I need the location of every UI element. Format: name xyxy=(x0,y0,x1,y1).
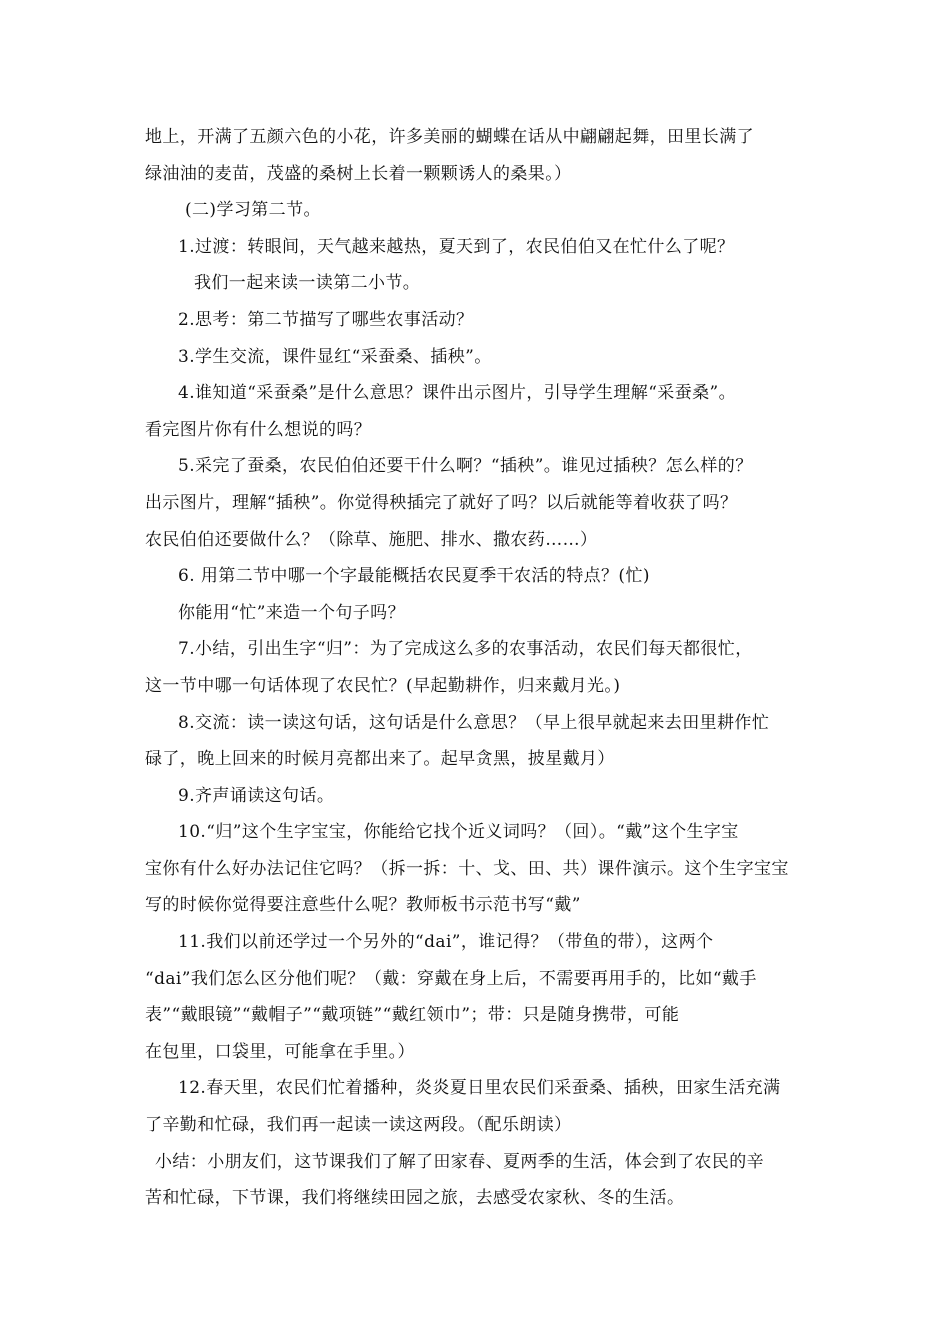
text-line: 3.学生交流，课件显红“采蚕桑、插秧”。 xyxy=(178,346,492,367)
text-line: 4.谁知道“采蚕桑”是什么意思？课件出示图片，引导学生理解“采蚕桑”。 xyxy=(178,383,736,404)
text-line: 出示图片，理解“插秧”。你觉得秧插完了就好了吗？以后就能等着收获了吗？ xyxy=(145,492,738,513)
text-line: 12.春天里，农民们忙着播种，炎炎夏日里农民们采蚕桑、插秧，田家生活充满 xyxy=(178,1078,781,1099)
text-line: 7.小结，引出生字“归”：为了完成这么多的农事活动，农民们每天都很忙， xyxy=(178,639,753,660)
text-line: 你能用“忙”来造一个句子吗？ xyxy=(178,602,405,623)
text-line: 在包里，口袋里，可能拿在手里。） xyxy=(145,1041,415,1062)
text-line: 农民伯伯还要做什么？（除草、施肥、排水、撒农药……） xyxy=(145,529,598,550)
text-line: 8.交流：读一读这句话，这句话是什么意思？（早上很早就起来去田里耕作忙 xyxy=(178,712,770,733)
text-line: 2.思考：第二节描写了哪些农事活动？ xyxy=(178,309,474,330)
text-line: 这一节中哪一句话体现了农民忙？(早起勤耕作，归来戴月光。) xyxy=(145,675,621,696)
text-line: 碌了，晚上回来的时候月亮都出来了。起早贪黑，披星戴月） xyxy=(145,749,615,770)
text-line: 看完图片你有什么想说的吗？ xyxy=(145,419,372,440)
summary-line: 苦和忙碌，下节课，我们将继续田园之旅，去感受农家秋、冬的生活。 xyxy=(145,1188,685,1209)
text-line: 写的时候你觉得要注意些什么呢？教师板书示范书写“戴” xyxy=(145,895,581,916)
text-line: 9.齐声诵读这句话。 xyxy=(178,785,335,806)
text-line: 宝你有什么好办法记住它吗？（拆一拆：十、戈、田、共）课件演示。这个生字宝宝 xyxy=(145,858,789,879)
text-line: 1.过渡：转眼间，天气越来越热，夏天到了，农民伯伯又在忙什么了呢？ xyxy=(178,236,735,257)
text-line: 地上，开满了五颜六色的小花，许多美丽的蝴蝶在话从中翩翩起舞，田里长满了 xyxy=(145,127,754,147)
document-body xyxy=(145,119,825,1217)
text-line: 我们一起来读一读第二小节。 xyxy=(194,273,421,294)
text-line: 绿油油的麦苗，茂盛的桑树上长着一颗颗诱人的桑果。） xyxy=(145,163,572,184)
text-line: 11.我们以前还学过一个另外的“dai”，谁记得？（带鱼的带），这两个 xyxy=(178,932,714,953)
text-line: 10.“归”这个生字宝宝，你能给它找个近义词吗？（回）。“戴”这个生字宝 xyxy=(178,822,739,843)
text-line: 表”“戴眼镜”“戴帽子”“戴项链”“戴红领巾”；带：只是随身携带，可能 xyxy=(145,1005,680,1026)
summary-line: 小结：小朋友们，这节课我们了解了田家春、夏两季的生活，体会到了农民的辛 xyxy=(155,1151,764,1172)
text-line: “dai”我们怎么区分他们呢？（戴：穿戴在身上后，不需要再用手的，比如“戴手 xyxy=(145,968,757,989)
text-line: 了辛勤和忙碌，我们再一起读一读这两段。（配乐朗读） xyxy=(145,1115,572,1136)
text-line: 6. 用第二节中哪一个字最能概括农民夏季干农活的特点？(忙) xyxy=(178,566,650,587)
section-heading: (二)学习第二节。 xyxy=(185,200,321,221)
text-line: 5.采完了蚕桑，农民伯伯还要干什么啊？“插秧”。谁见过插秧？怎么样的？ xyxy=(178,456,753,477)
